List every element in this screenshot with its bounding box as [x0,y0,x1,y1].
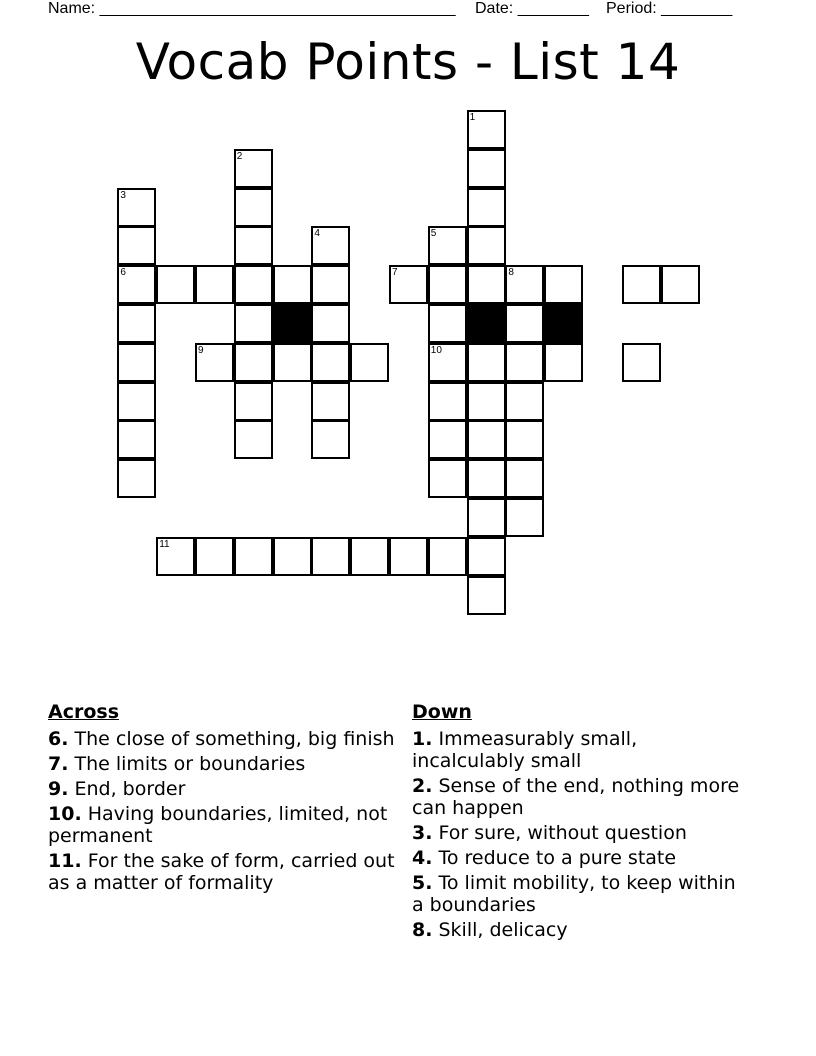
crossword-cell[interactable] [467,498,506,537]
clue-number: 4. [412,847,433,869]
crossword-cell[interactable] [505,265,544,304]
crossword-cell[interactable] [195,537,234,576]
clue-text: For the sake of form, carried out as a matter of formality [48,850,395,894]
crossword-cell[interactable] [428,459,467,498]
crossword-cell[interactable] [156,265,195,304]
crossword-cell[interactable] [311,343,350,382]
crossword-cell[interactable] [622,265,661,304]
crossword-cell[interactable] [273,265,312,304]
across-clue [48,803,398,847]
clue-text: Sense of the end, nothing more can happen [412,775,740,819]
crossword-cell[interactable] [505,382,544,421]
clue-text: The limits or boundaries [68,753,306,775]
crossword-cell[interactable] [311,420,350,459]
crossword-cell[interactable] [117,188,156,227]
down-clue [412,728,752,772]
crossword-cell[interactable] [234,537,273,576]
down-clue [412,822,752,844]
clue-number: 1 [469,112,476,123]
crossword-cell[interactable] [428,382,467,421]
clue-number: 10 [430,344,442,356]
crossword-cell[interactable] [311,537,350,576]
clue-number: 5 [430,228,437,240]
crossword-cell[interactable] [117,226,156,265]
crossword-cell[interactable] [234,304,273,343]
clue-text: The close of something, big finish [68,728,395,750]
crossword-cell[interactable] [428,343,467,382]
crossword-cell[interactable] [505,459,544,498]
crossword-block [544,304,583,343]
clue-number: 4 [314,228,320,240]
clue-text: Skill, delicacy [432,919,568,941]
page-title: Vocab Points - List 14 [135,33,681,91]
crossword-cell[interactable] [117,265,156,304]
down-heading: Down [412,701,472,723]
crossword-cell[interactable] [389,265,428,304]
clue-text: To limit mobility, to keep within a boundaries [412,872,736,916]
crossword-cell[interactable] [117,459,156,498]
crossword-cell[interactable] [467,149,506,188]
down-clue [412,872,752,916]
clue-number: 6 [120,267,126,279]
crossword-cell[interactable] [117,304,156,343]
clue-number: 5. [412,872,433,894]
clue-number: 11. [48,850,82,872]
clue-number: 9. [48,778,69,800]
across-clue [48,850,398,894]
clue-text: Immeasurably small, incalculably small [412,728,638,772]
crossword-cell[interactable] [505,304,544,343]
crossword-cell[interactable] [350,343,389,382]
crossword-cell[interactable] [311,265,350,304]
crossword-cell[interactable] [544,343,583,382]
crossword-cell[interactable] [467,226,506,265]
crossword-block [273,304,312,343]
crossword-cell[interactable] [467,537,506,576]
crossword-cell[interactable] [467,420,506,459]
crossword-cell[interactable] [505,498,544,537]
clue-number: 3. [412,822,433,844]
crossword-cell[interactable] [467,343,506,382]
crossword-cell[interactable] [467,459,506,498]
crossword-cell[interactable] [428,537,467,576]
crossword-cell[interactable] [195,343,234,382]
crossword-cell[interactable] [505,343,544,382]
clue-number: 7. [48,753,69,775]
crossword-cell[interactable] [467,382,506,421]
down-clue [412,775,752,819]
crossword-cell[interactable] [661,265,700,304]
across-clue-list [48,728,398,894]
crossword-cell[interactable] [389,537,428,576]
crossword-cell[interactable] [234,226,273,265]
clue-number: 2 [236,150,243,162]
across-clues [48,701,398,897]
clue-number: 1. [412,728,433,750]
crossword-cell[interactable] [428,265,467,304]
date-field-label[interactable]: Date: ________ [475,0,589,17]
down-clues [412,701,752,944]
clue-number: 8 [508,267,514,279]
crossword-cell[interactable] [273,537,312,576]
crossword-cell[interactable] [622,343,661,382]
across-heading: Across [48,701,120,723]
crossword-cell[interactable] [234,188,273,227]
name-field-label[interactable]: Name: ________________________________________ [48,0,456,17]
crossword-cell[interactable] [467,188,506,227]
crossword-cell[interactable] [467,110,506,149]
clue-number: 10. [48,803,82,825]
crossword-cell[interactable] [234,382,273,421]
crossword-cell[interactable] [467,576,506,615]
clue-number: 2. [412,775,433,797]
crossword-cell[interactable] [234,420,273,459]
crossword-cell[interactable] [428,304,467,343]
crossword-cell[interactable] [117,382,156,421]
down-clue [412,847,752,869]
crossword-cell[interactable] [273,343,312,382]
clue-text: For sure, without question [432,822,687,844]
crossword-cell[interactable] [311,304,350,343]
crossword-cell[interactable] [505,420,544,459]
crossword-cell[interactable] [350,537,389,576]
clue-text: To reduce to a pure state [432,847,677,869]
crossword-cell[interactable] [117,343,156,382]
clue-number: 7 [392,267,398,279]
across-clue [48,778,398,800]
clue-text: End, border [68,778,186,800]
clue-number: 3 [120,189,126,201]
crossword-block [467,304,506,343]
crossword-cell[interactable] [544,265,583,304]
clue-number: 9 [198,344,204,356]
crossword-cell[interactable] [428,420,467,459]
down-clue [412,919,752,941]
crossword-cell[interactable] [234,343,273,382]
crossword-cell[interactable] [234,149,273,188]
across-clue [48,728,398,750]
crossword-cell[interactable] [467,265,506,304]
crossword-cell[interactable] [311,226,350,265]
crossword-cell[interactable] [156,537,195,576]
crossword-cell[interactable] [428,226,467,265]
down-clue-list [412,728,752,941]
crossword-cell[interactable] [234,265,273,304]
clue-text: Having boundaries, limited, not permanent [48,803,388,847]
crossword-cell[interactable] [117,420,156,459]
crossword-cell[interactable] [311,382,350,421]
across-clue [48,753,398,775]
clue-number: 11 [159,538,170,550]
clue-number: 8. [412,919,433,941]
clue-number: 6. [48,728,69,750]
period-field-label[interactable]: Period: ________ [606,0,733,17]
crossword-cell[interactable] [195,265,234,304]
